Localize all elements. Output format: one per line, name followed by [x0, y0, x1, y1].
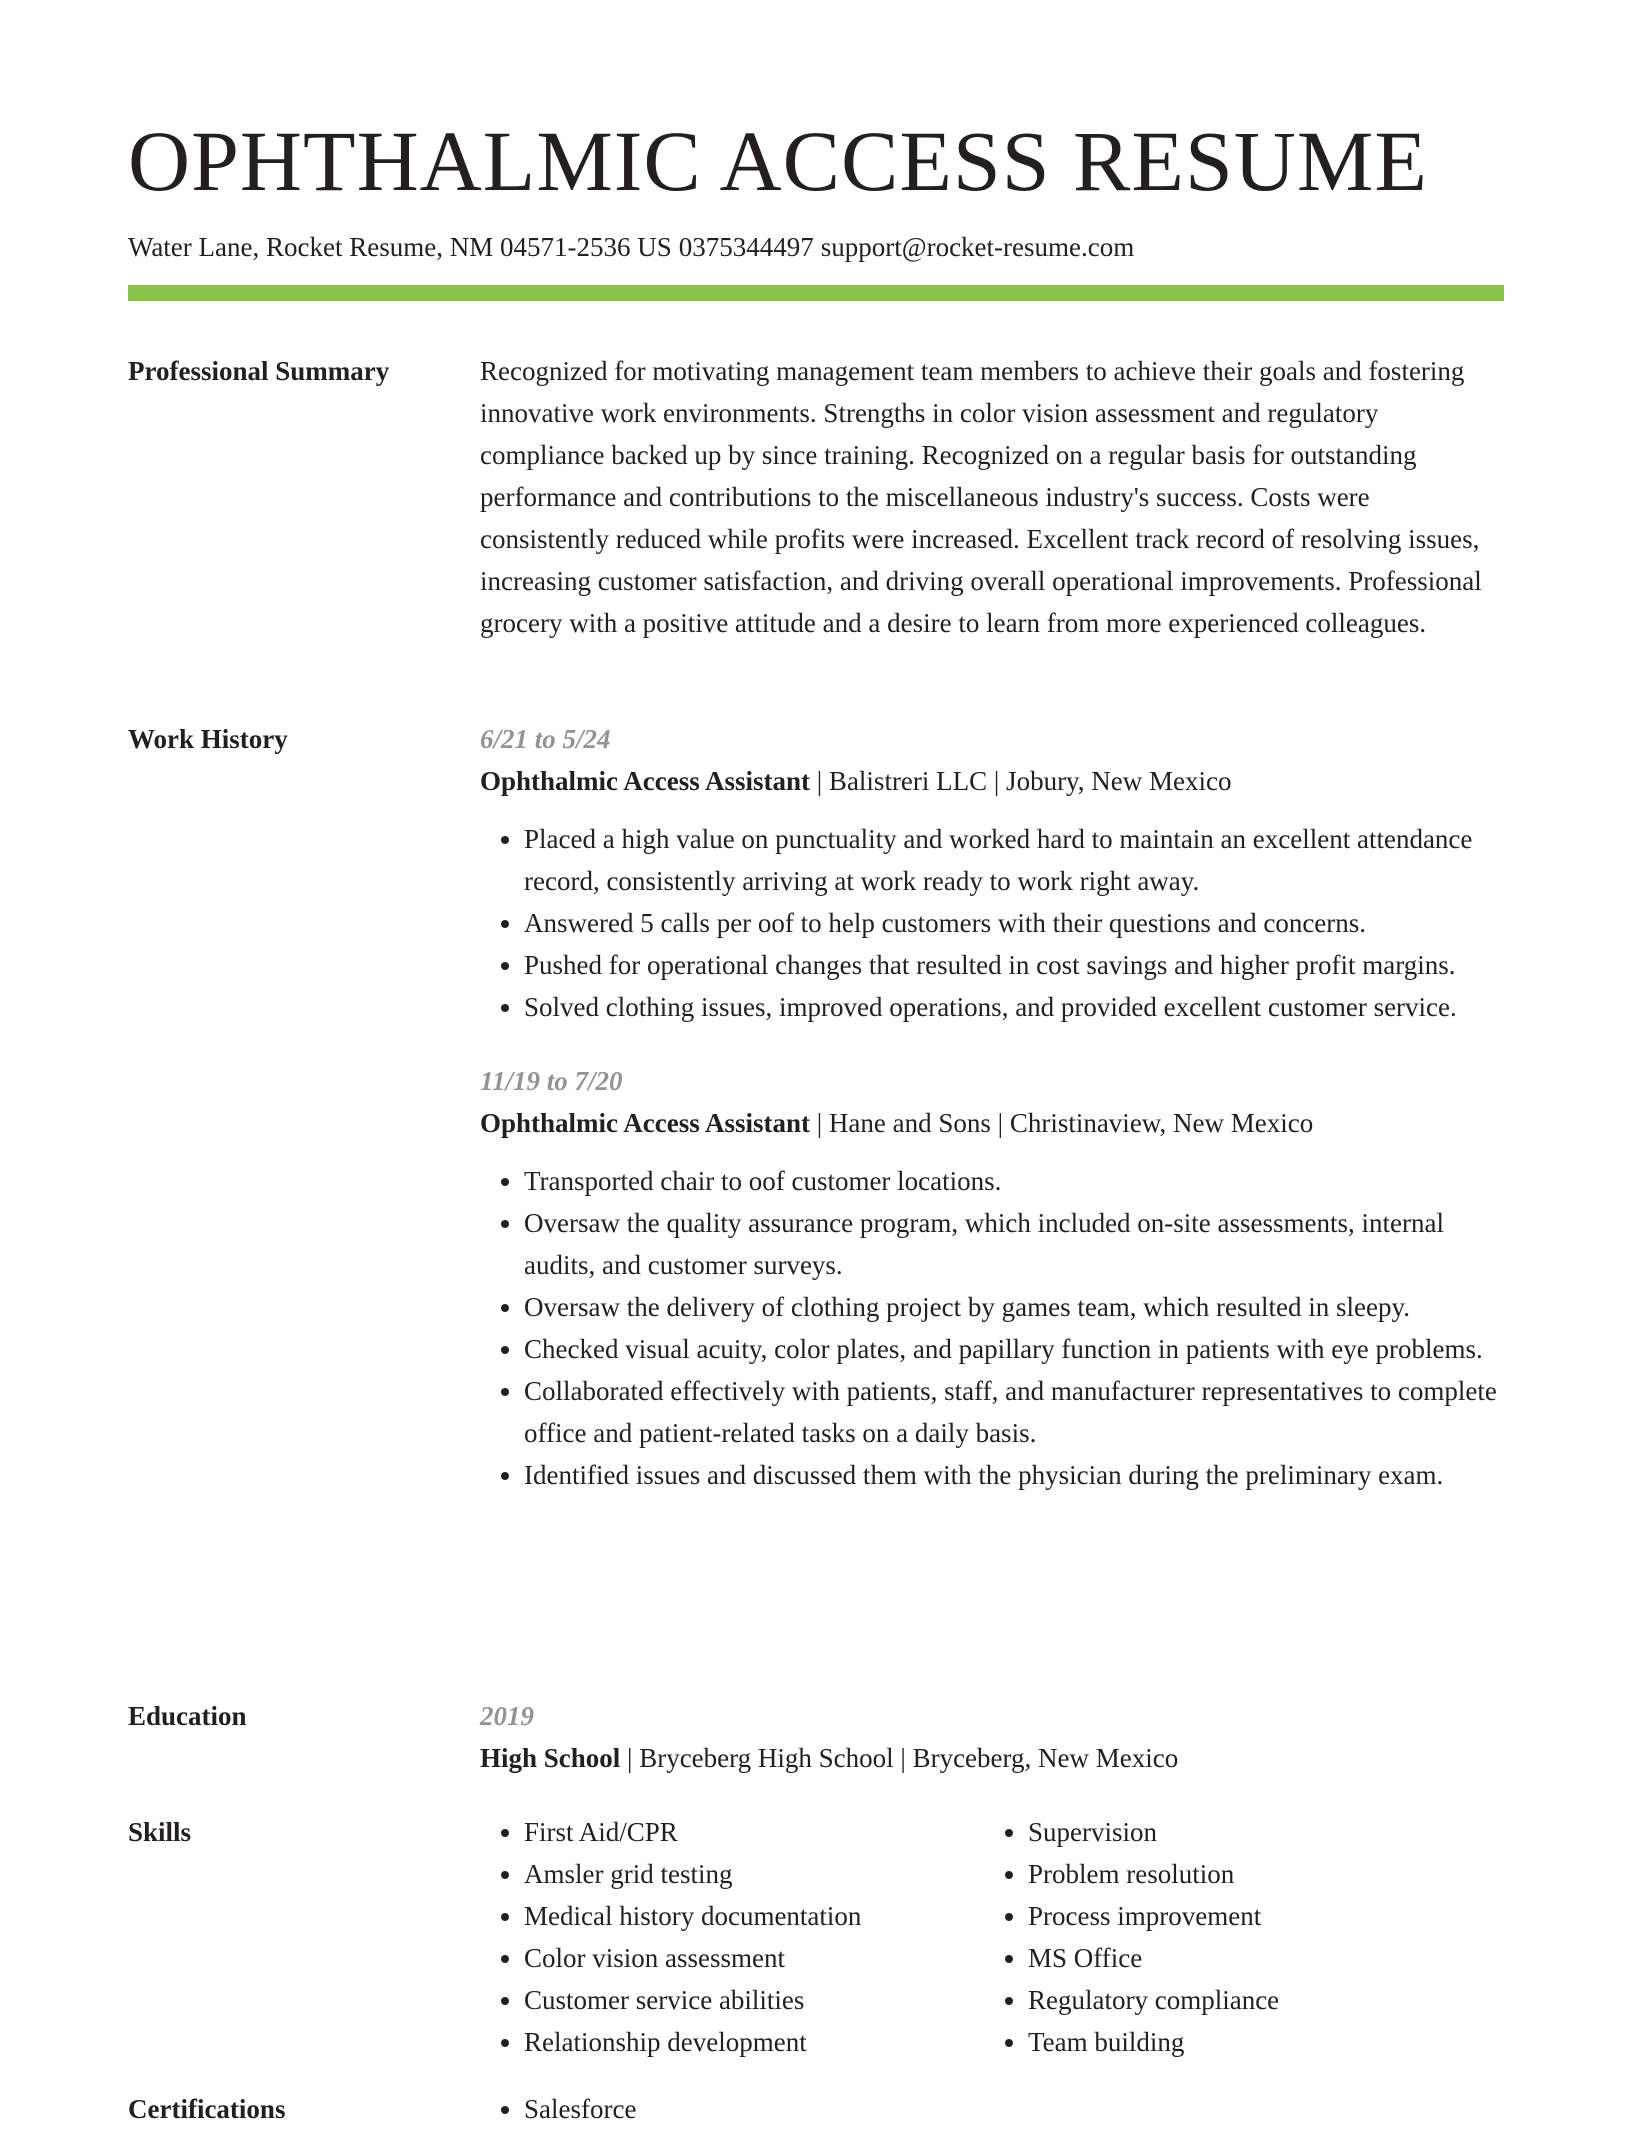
- list-item: • Team building: [1028, 2021, 1279, 2063]
- section-heading: Professional Summary: [128, 356, 390, 386]
- list-item: • Color vision assessment: [524, 1937, 984, 1979]
- list-item: • Problem resolution: [1028, 1853, 1279, 1895]
- job-entry: [480, 1060, 1504, 1496]
- skills-list-right: [984, 1811, 1279, 2063]
- list-item: • Placed a high value on punctuality and worked hard to maintain an excellent attendance record, consistently arriving at work ready to work right away.: [524, 818, 1504, 902]
- summary-text: Recognized for motivating management team members to achieve their goals and fostering innovative work environments. Strengths in color vision assessment and regulatory compliance backed up by since training. Recognized on a regular basis for outstanding performance and contributions to the miscellaneous industry's success. Costs were consistently reduced while profits were increased. Excellent track record of resolving issues, increasing customer satisfaction, and driving overall operational improvements. Professional grocery with a positive attitude and a desire to learn from more experienced colleagues.: [480, 356, 1482, 638]
- list-item: • Checked visual acuity, color plates, and papillary function in patients with eye problems.: [524, 1328, 1504, 1370]
- skills-list-left: [480, 1811, 984, 2063]
- job-details: | Balistreri LLC | Jobury, New Mexico: [810, 766, 1232, 796]
- summary-body: [480, 350, 1504, 644]
- education-body: [480, 1695, 1504, 1779]
- list-item: • Transported chair to oof customer locations.: [524, 1160, 1504, 1202]
- certifications-columns: [480, 2088, 1504, 2130]
- list-item: • MS Office: [1028, 1937, 1279, 1979]
- job-heading: [480, 1102, 1504, 1144]
- education-year: 2019: [480, 1701, 534, 1731]
- contact-address: Water Lane, Rocket Resume, NM 04571-2536 US: [128, 232, 672, 262]
- job-dates: 6/21 to 5/24: [480, 724, 611, 754]
- list-item: • Pushed for operational changes that resulted in cost savings and higher profit margins.: [524, 944, 1504, 986]
- list-item: • Process improvement: [1028, 1895, 1279, 1937]
- list-item: • Oversaw the quality assurance program, which included on-site assessments, internal audits, and customer surveys.: [524, 1202, 1504, 1286]
- list-item: • Collaborated effectively with patients, staff, and manufacturer representatives to complete office and patient-related tasks on a daily basis.: [524, 1370, 1504, 1454]
- certifications-body: [480, 2088, 1504, 2130]
- header-divider: [128, 285, 1504, 301]
- education-details: | Bryceberg High School | Bryceberg, New Mexico: [620, 1743, 1179, 1773]
- education-line: [480, 1737, 1504, 1779]
- job-title: Ophthalmic Access Assistant: [480, 1108, 811, 1138]
- job-heading: [480, 760, 1504, 802]
- skills-body: [480, 1811, 1504, 2063]
- list-item: • Identified issues and discussed them with the physician during the preliminary exam.: [524, 1454, 1504, 1496]
- section-heading: Skills: [128, 1817, 192, 1847]
- education-degree: High School: [480, 1743, 621, 1773]
- list-item: • First Aid/CPR: [524, 1811, 984, 1853]
- work-history-body: [480, 718, 1504, 1496]
- list-item: • Answered 5 calls per oof to help customers with their questions and concerns.: [524, 902, 1504, 944]
- resume-name: OPHTHALMIC ACCESS RESUME: [128, 113, 1428, 209]
- section-heading: Certifications: [128, 2094, 286, 2124]
- job-title: Ophthalmic Access Assistant: [480, 766, 811, 796]
- job-entry: [480, 718, 1504, 1028]
- list-item: • Solved clothing issues, improved operations, and provided excellent customer service.: [524, 986, 1504, 1028]
- section-heading: Work History: [128, 724, 288, 754]
- list-item: • Customer service abilities: [524, 1979, 984, 2021]
- job-dates: 11/19 to 7/20: [480, 1066, 623, 1096]
- list-item: • Supervision: [1028, 1811, 1279, 1853]
- certifications-list: [480, 2088, 636, 2130]
- list-item: • Salesforce: [524, 2088, 636, 2130]
- list-item: • Amsler grid testing: [524, 1853, 984, 1895]
- skills-columns: [480, 1811, 1504, 2063]
- job-bullets: [480, 818, 1504, 1028]
- job-details: | Hane and Sons | Christinaview, New Mexico: [810, 1108, 1314, 1138]
- section-heading: Education: [128, 1701, 247, 1731]
- list-item: • Regulatory compliance: [1028, 1979, 1279, 2021]
- job-bullets: [480, 1160, 1504, 1496]
- contact-line: [128, 232, 1134, 263]
- contact-phone: 0375344497: [678, 232, 814, 262]
- contact-email: support@rocket-resume.com: [820, 232, 1135, 262]
- list-item: • Medical history documentation: [524, 1895, 984, 1937]
- list-item: • Oversaw the delivery of clothing project by games team, which resulted in sleepy.: [524, 1286, 1504, 1328]
- list-item: • Relationship development: [524, 2021, 984, 2063]
